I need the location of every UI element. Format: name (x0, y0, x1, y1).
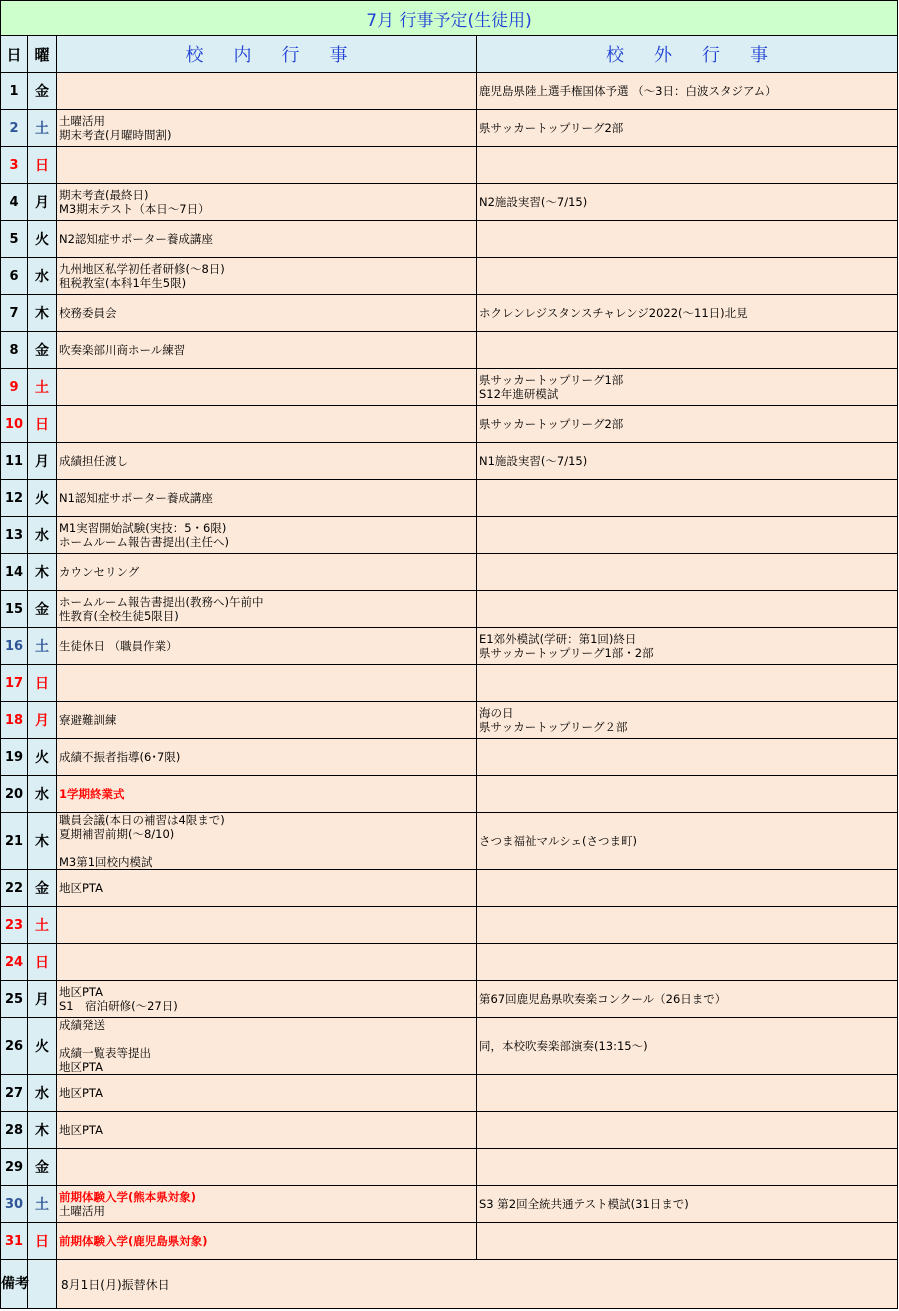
internal-event-cell (57, 480, 477, 517)
internal-event-highlight: 前期体験入学(鹿児島県対象) (59, 1234, 208, 1248)
external-event-cell (477, 1075, 898, 1112)
weekday: 土 (28, 369, 57, 406)
weekday: 土 (28, 1186, 57, 1223)
day-number: 20 (1, 776, 28, 813)
day-number: 26 (1, 1018, 28, 1075)
external-event-line: 鹿児島県陸上選手権国体予選 （～3日：白波スタジアム） (479, 84, 777, 98)
table-row (1, 665, 898, 702)
weekday: 木 (28, 813, 57, 870)
internal-event-cell (57, 332, 477, 369)
internal-event-line: 地区PTA (59, 881, 103, 895)
weekday: 金 (28, 332, 57, 369)
internal-event-cell (57, 295, 477, 332)
weekday: 日 (28, 665, 57, 702)
external-event-cell (477, 110, 898, 147)
external-event-line: 県サッカートップリーグ1部・2部 (479, 646, 654, 660)
internal-event-cell (57, 517, 477, 554)
weekday: 月 (28, 981, 57, 1018)
day-number: 28 (1, 1112, 28, 1149)
external-event-line: 県サッカートップリーグ1部 (479, 373, 624, 387)
table-row (1, 870, 898, 907)
internal-event-line (59, 827, 476, 869)
weekday: 火 (28, 480, 57, 517)
table-row (1, 813, 898, 870)
internal-event-line: 九州地区私学初任者研修(～8日) (59, 262, 225, 276)
external-event-line: 県サッカートップリーグ2部 (479, 121, 624, 135)
notes-text: 8月1日(月)振替休日 (57, 1260, 898, 1309)
day-number: 7 (1, 295, 28, 332)
external-event-cell (477, 1223, 898, 1260)
weekday: 金 (28, 870, 57, 907)
external-event-cell (477, 443, 898, 480)
internal-event-cell (57, 110, 477, 147)
day-number: 25 (1, 981, 28, 1018)
schedule-title: 7月 行事予定(生徒用) (1, 1, 898, 36)
internal-event-line: M1実習開始試験(実技：5・6限) (59, 521, 227, 535)
table-row (1, 369, 898, 406)
weekday: 木 (28, 1112, 57, 1149)
internal-event-cell (57, 1018, 477, 1075)
external-event-line: さつま福祉マルシェ(さつま町) (479, 834, 637, 848)
internal-event-cell (57, 813, 477, 870)
internal-event-line: ホームルーム報告書提出(主任へ) (59, 535, 229, 549)
internal-event-cell (57, 443, 477, 480)
table-row (1, 110, 898, 147)
internal-event-cell (57, 776, 477, 813)
table-row (1, 907, 898, 944)
day-number: 4 (1, 184, 28, 221)
external-event-line: S12年進研模試 (479, 387, 559, 401)
table-row (1, 406, 898, 443)
day-number: 6 (1, 258, 28, 295)
table-row (1, 1112, 898, 1149)
internal-event-line: 地区PTA (59, 1060, 103, 1074)
internal-event-line: 地区PTA (59, 1086, 103, 1100)
internal-event-cell (57, 1186, 477, 1223)
internal-event-line: 吹奏楽部川商ホール練習 (59, 343, 186, 357)
internal-event-cell (57, 1223, 477, 1260)
external-event-cell (477, 1149, 898, 1186)
external-event-cell (477, 1018, 898, 1075)
header-weekday: 曜 (28, 36, 57, 73)
table-row (1, 258, 898, 295)
internal-event-highlight: 1学期終業式 (59, 787, 125, 801)
external-event-cell (477, 258, 898, 295)
internal-event-line: 職員会議(本日の補習は4限まで) (59, 813, 225, 827)
internal-event-cell (57, 1112, 477, 1149)
external-event-line: 県サッカートップリーグ2部 (479, 417, 624, 431)
weekday: 月 (28, 443, 57, 480)
external-event-cell (477, 813, 898, 870)
external-event-line: 第67回鹿児島県吹奏楽コンクール（26日まで） (479, 992, 727, 1006)
notes-label (1, 1260, 28, 1309)
notes-row (1, 1260, 898, 1309)
internal-event-line: 土曜活用 (59, 1204, 105, 1218)
table-row (1, 480, 898, 517)
day-number: 22 (1, 870, 28, 907)
internal-event-line: 期末考査(最終日) (59, 188, 149, 202)
day-number: 16 (1, 628, 28, 665)
internal-event-cell (57, 221, 477, 258)
internal-event-highlight: 前期体験入学(熊本県対象) (59, 1190, 197, 1204)
internal-event-text: M3第1回校内模試 (59, 855, 153, 869)
weekday: 水 (28, 1075, 57, 1112)
internal-event-cell (57, 870, 477, 907)
table-row (1, 944, 898, 981)
weekday: 金 (28, 73, 57, 110)
internal-event-cell (57, 665, 477, 702)
weekday: 土 (28, 110, 57, 147)
table-row (1, 295, 898, 332)
internal-event-line: 成績不振者指導(6･7限) (59, 750, 181, 764)
table-row (1, 702, 898, 739)
day-number: 10 (1, 406, 28, 443)
table-row (1, 1186, 898, 1223)
table-row (1, 73, 898, 110)
day-number: 23 (1, 907, 28, 944)
internal-event-cell (57, 981, 477, 1018)
internal-event-text: 夏期補習前期(～8/10) (59, 827, 175, 841)
external-event-line: N1施設実習(～7/15) (479, 454, 588, 468)
internal-event-cell (57, 907, 477, 944)
external-event-cell (477, 554, 898, 591)
weekday: 水 (28, 776, 57, 813)
internal-event-line: 地区PTA (59, 1123, 103, 1137)
header-external-events: 校外行事 (477, 36, 898, 73)
internal-event-line: N1認知症サポーター養成講座 (59, 491, 213, 505)
table-row (1, 1223, 898, 1260)
external-event-cell (477, 739, 898, 776)
internal-event-cell (57, 739, 477, 776)
day-number: 21 (1, 813, 28, 870)
external-event-cell (477, 406, 898, 443)
internal-event-line: 寮避難訓練 (59, 713, 117, 727)
notes-spacer (28, 1260, 57, 1309)
day-number: 12 (1, 480, 28, 517)
day-number: 9 (1, 369, 28, 406)
internal-event-cell (57, 1149, 477, 1186)
internal-event-line: カウンセリング (59, 565, 140, 579)
day-number: 8 (1, 332, 28, 369)
weekday: 木 (28, 554, 57, 591)
header-day: 日 (1, 36, 28, 73)
internal-event-cell (57, 554, 477, 591)
weekday: 日 (28, 944, 57, 981)
table-row (1, 147, 898, 184)
day-number: 1 (1, 73, 28, 110)
header-internal-events: 校内行事 (57, 36, 477, 73)
internal-event-text: 成績一覧表等提出 (59, 1046, 151, 1060)
day-number: 18 (1, 702, 28, 739)
external-event-cell (477, 1112, 898, 1149)
external-event-cell (477, 907, 898, 944)
external-event-cell (477, 221, 898, 258)
weekday: 土 (28, 628, 57, 665)
external-event-line: 県サッカートップリーグ２部 (479, 720, 628, 734)
external-event-cell (477, 332, 898, 369)
table-row (1, 1149, 898, 1186)
internal-event-line: 生徒休日 （職員作業） (59, 639, 178, 653)
weekday: 金 (28, 591, 57, 628)
external-event-line: N2施設実習(～7/15) (479, 195, 588, 209)
day-number: 27 (1, 1075, 28, 1112)
day-number: 24 (1, 944, 28, 981)
external-event-cell (477, 702, 898, 739)
external-event-line: 同，本校吹奏楽部演奏(13:15～) (479, 1039, 648, 1053)
day-number: 15 (1, 591, 28, 628)
weekday: 土 (28, 907, 57, 944)
internal-event-line: 校務委員会 (59, 306, 117, 320)
internal-event-line: M3期末テスト（本日～7日） (59, 202, 210, 216)
day-number: 5 (1, 221, 28, 258)
external-event-line: ホクレンレジスタンスチャレンジ2022(～11日)北見 (479, 306, 748, 320)
table-row (1, 554, 898, 591)
external-event-cell (477, 628, 898, 665)
internal-event-line: 租税教室(本科1年生5限) (59, 276, 187, 290)
external-event-cell (477, 517, 898, 554)
external-event-cell (477, 480, 898, 517)
external-event-line: S3 第2回全統共通テスト模試(31日まで) (479, 1197, 689, 1211)
weekday: 日 (28, 1223, 57, 1260)
table-row (1, 981, 898, 1018)
weekday: 火 (28, 1018, 57, 1075)
weekday: 月 (28, 184, 57, 221)
internal-event-line: 性教育(全校生徒5限目) (59, 609, 179, 623)
internal-event-line: N2認知症サポーター養成講座 (59, 232, 213, 246)
internal-event-cell (57, 591, 477, 628)
day-number: 30 (1, 1186, 28, 1223)
internal-event-line: 成績担任渡し (59, 454, 128, 468)
notes-label-line: 備 (1, 1276, 15, 1292)
weekday: 火 (28, 739, 57, 776)
table-row (1, 221, 898, 258)
table-row (1, 1075, 898, 1112)
table-row (1, 739, 898, 776)
table-row (1, 517, 898, 554)
internal-event-cell (57, 702, 477, 739)
internal-event-cell (57, 147, 477, 184)
internal-event-cell (57, 184, 477, 221)
external-event-line: E1郊外模試(学研：第1回)終日 (479, 632, 637, 646)
internal-event-cell (57, 369, 477, 406)
weekday: 木 (28, 295, 57, 332)
external-event-cell (477, 73, 898, 110)
external-event-cell (477, 591, 898, 628)
day-number: 19 (1, 739, 28, 776)
table-row (1, 443, 898, 480)
internal-event-cell (57, 944, 477, 981)
table-row (1, 184, 898, 221)
internal-event-cell (57, 1075, 477, 1112)
table-row (1, 591, 898, 628)
external-event-cell (477, 369, 898, 406)
internal-event-cell (57, 628, 477, 665)
day-number: 11 (1, 443, 28, 480)
day-number: 2 (1, 110, 28, 147)
table-row (1, 332, 898, 369)
weekday: 水 (28, 517, 57, 554)
weekday: 月 (28, 702, 57, 739)
internal-event-cell (57, 73, 477, 110)
internal-event-line: 地区PTA (59, 985, 103, 999)
internal-event-line: ホームルーム報告書提出(教務へ)午前中 (59, 595, 264, 609)
day-number: 17 (1, 665, 28, 702)
external-event-cell (477, 665, 898, 702)
internal-event-line: S1 宿泊研修(～27日) (59, 999, 178, 1013)
weekday: 金 (28, 1149, 57, 1186)
day-number: 14 (1, 554, 28, 591)
external-event-cell (477, 870, 898, 907)
day-number: 3 (1, 147, 28, 184)
external-event-cell (477, 944, 898, 981)
external-event-cell (477, 776, 898, 813)
weekday: 水 (28, 258, 57, 295)
internal-event-cell (57, 406, 477, 443)
internal-event-line: 土曜活用 (59, 114, 105, 128)
table-row (1, 1018, 898, 1075)
external-event-cell (477, 147, 898, 184)
internal-event-line: 期末考査(月曜時間割) (59, 128, 172, 142)
external-event-cell (477, 295, 898, 332)
internal-event-text: 成績発送 (59, 1018, 105, 1032)
external-event-cell (477, 981, 898, 1018)
internal-event-cell (57, 258, 477, 295)
external-event-cell (477, 184, 898, 221)
table-row (1, 628, 898, 665)
day-number: 31 (1, 1223, 28, 1260)
external-event-cell (477, 1186, 898, 1223)
weekday: 火 (28, 221, 57, 258)
table-row (1, 776, 898, 813)
notes-label-line: 考 (15, 1276, 29, 1292)
day-number: 13 (1, 517, 28, 554)
weekday: 日 (28, 406, 57, 443)
day-number: 29 (1, 1149, 28, 1186)
weekday: 日 (28, 147, 57, 184)
external-event-line: 海の日 (479, 706, 514, 720)
internal-event-line (59, 1018, 476, 1060)
